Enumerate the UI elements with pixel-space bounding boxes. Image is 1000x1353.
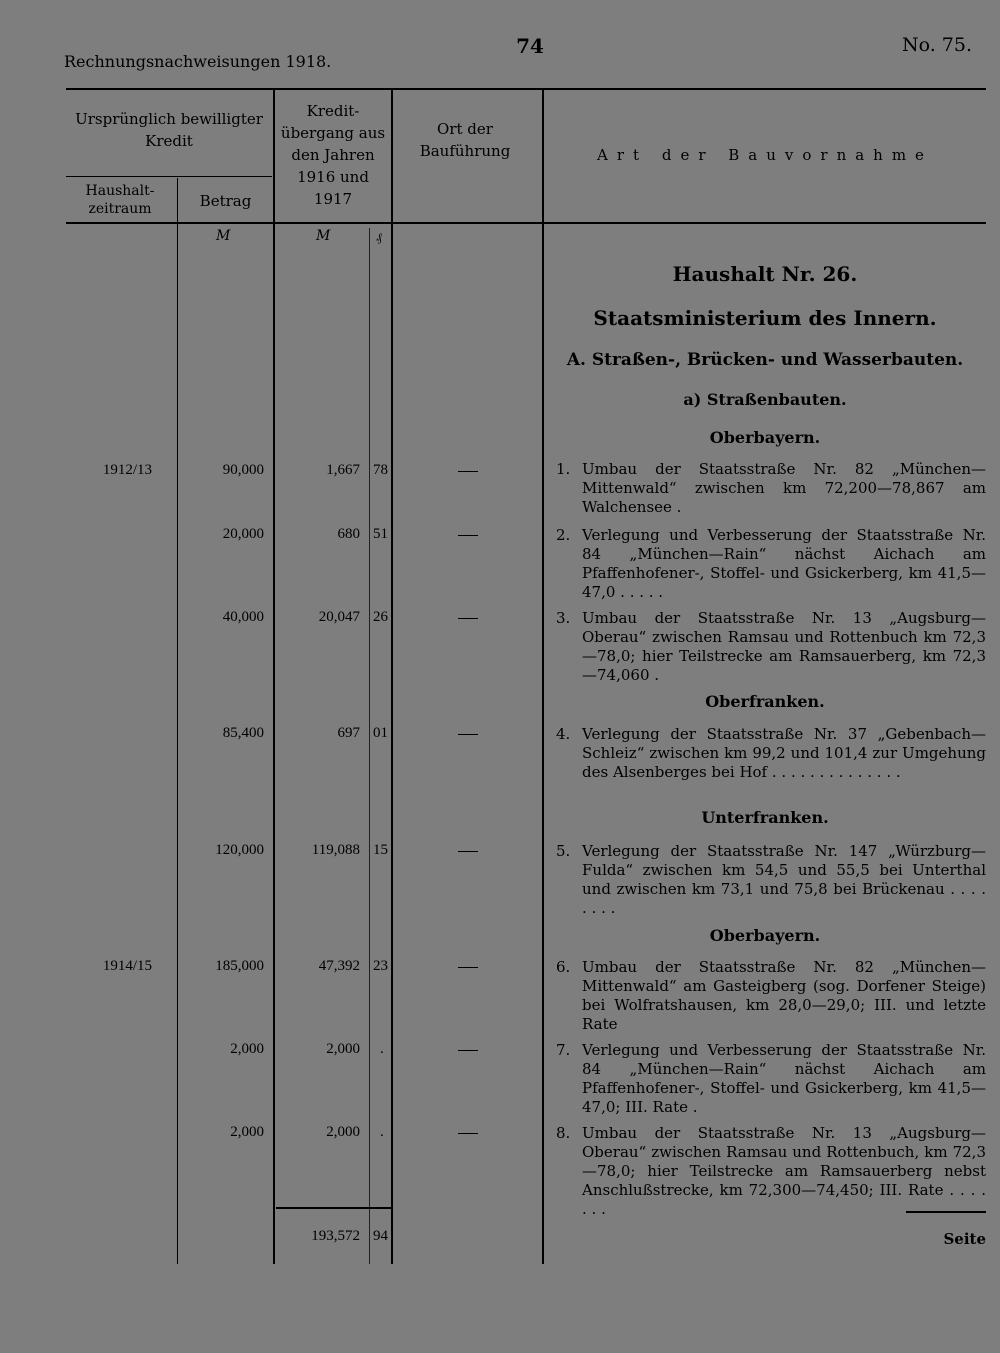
row-6-pfennig: 23 [373, 958, 388, 974]
row-4-text: Verlegung der Staatsstraße Nr. 37 „Gebenbach—Schleiz“ zwischen km 99,2 und 101,4 zur Umgehung des Alsenberges bei Hof . . . . . . . . . . . . . . [582, 725, 986, 781]
row-6-kredit: 47,392 [318, 958, 360, 974]
unit-mark-pf: ₰ [376, 230, 382, 244]
section-strassen-bruecken: A. Straßen-, Brücken- und Wasserbauten. [566, 350, 964, 370]
row-8-kredit: 2,000 [326, 1124, 360, 1140]
row-3-description [556, 609, 986, 685]
row-6-ort-dash [458, 967, 478, 968]
region-heading-unterfranken: Unterfranken. [701, 808, 829, 827]
row-2-text: Verlegung und Verbesserung der Staatsstraße Nr. 84 „München—Rain“ nächst Aichach am Pfaffenhofener-, Stoffel- und Gsickerberg, km 41,5—47,0 . . . . . [582, 526, 986, 601]
document-number: No. 75. [901, 34, 972, 56]
section-haushalt: Haushalt Nr. 26. [672, 262, 858, 286]
row-2-kredit: 680 [337, 526, 360, 542]
header-betrag: Betrag [199, 192, 252, 210]
group-divider-rule [66, 176, 272, 177]
header-haushaltzeitraum: Haushalt-zeitraum [85, 183, 155, 217]
header-kredituebergang: Kredit-übergang aus den Jahren 1916 und 1917 [280, 102, 386, 208]
row-1-ort-dash [458, 471, 478, 472]
row-8-ort-dash [458, 1133, 478, 1134]
section-ministerium: Staatsministerium des Innern. [593, 306, 937, 330]
column-rule-zeitraum [177, 178, 178, 1264]
row-5-pfennig: 15 [373, 842, 388, 858]
row-1-pfennig: 78 [373, 462, 388, 478]
row-2-number: 2. [556, 526, 571, 544]
section-strassenbauten: a) Straßenbauten. [683, 390, 847, 409]
row-8-number: 8. [556, 1124, 571, 1142]
row-7-text: Verlegung und Verbesserung der Staatsstraße Nr. 84 „München—Rain“ nächst Aichach am Pfaffenhofener-, Stoffel- und Gsickerberg, km 41,5—47,0; III. Rate . [582, 1041, 986, 1116]
total-kredit: 193,572 [311, 1228, 360, 1244]
row-3-ort-dash [458, 618, 478, 619]
row-4-pfennig: 01 [373, 725, 388, 741]
catchword: Seite [943, 1230, 986, 1248]
row-6-betrag: 185,000 [215, 958, 264, 974]
row-4-number: 4. [556, 725, 571, 743]
header-art: Art der Bauvornahme [597, 146, 933, 164]
row-7-betrag: 2,000 [230, 1041, 264, 1057]
column-rule-pf [369, 228, 370, 1264]
row-4-kredit: 697 [337, 725, 360, 741]
row-8-betrag: 2,000 [230, 1124, 264, 1140]
row-5-betrag: 120,000 [215, 842, 264, 858]
row-5-kredit: 119,088 [311, 842, 360, 858]
row-6-number: 6. [556, 958, 571, 976]
row-7-kredit: 2,000 [326, 1041, 360, 1057]
column-rule-kredit [391, 88, 393, 1264]
row-1-zeitraum: 1912/13 [102, 462, 152, 478]
row-2-ort-dash [458, 535, 478, 536]
row-8-text: Umbau der Staatsstraße Nr. 13 „Augsburg—Oberau“ zwischen Ramsau und Rottenbuch, km 72,3—78,0; hier Teilstrecke am Ramsauerberg nebst Anschlußstrecke, km 72,300—74,450; III. Rate . . . . . . . [582, 1124, 986, 1218]
row-3-pfennig: 26 [373, 609, 388, 625]
row-4-betrag: 85,400 [222, 725, 264, 741]
total-pfennig: 94 [373, 1228, 388, 1244]
row-1-number: 1. [556, 460, 571, 478]
region-heading-oberfranken: Oberfranken. [705, 692, 825, 711]
row-3-kredit: 20,047 [318, 609, 360, 625]
row-2-pfennig: 51 [373, 526, 388, 542]
row-7-ort-dash [458, 1050, 478, 1051]
row-8-description [556, 1124, 986, 1219]
total-rule [276, 1207, 392, 1209]
row-3-number: 3. [556, 609, 571, 627]
row-1-betrag: 90,000 [222, 462, 264, 478]
row-5-ort-dash [458, 851, 478, 852]
region-heading-oberbayern-2: Oberbayern. [709, 926, 821, 945]
header-bottom-rule [66, 222, 986, 224]
row-5-text: Verlegung der Staatsstraße Nr. 147 „Würzburg—Fulda“ zwischen km 54,5 und 55,5 bei Unterthal und zwischen km 73,1 und 75,8 bei Brückenau . . . . . . . . [582, 842, 986, 917]
row-7-description [556, 1041, 986, 1117]
row-3-betrag: 40,000 [222, 609, 264, 625]
row-1-text: Umbau der Staatsstraße Nr. 82 „München—Mittenwald“ zwischen km 72,200—78,867 am Walchensee . [582, 460, 986, 516]
row-2-betrag: 20,000 [222, 526, 264, 542]
row-4-description [556, 725, 986, 782]
row-8-pfennig: . [380, 1124, 384, 1140]
row-4-ort-dash [458, 734, 478, 735]
unit-mark-kredit: M [316, 228, 331, 244]
row-3-text: Umbau der Staatsstraße Nr. 13 „Augsburg—Oberau“ zwischen Ramsau und Rottenbuch km 72,3—78,0; hier Teilstrecke am Ramsauerberg, km 72,3—74,060 . [582, 609, 986, 684]
row-6-text: Umbau der Staatsstraße Nr. 82 „München—Mittenwald“ am Gasteigberg (sog. Dorfener Steige) bei Wolfratshausen, km 28,0—29,0; III. und letzte Rate [582, 958, 986, 1033]
column-rule-betrag [273, 88, 275, 1264]
row-6-zeitraum: 1914/15 [102, 958, 152, 974]
row-7-pfennig: . [380, 1041, 384, 1057]
table-top-rule [66, 88, 986, 90]
row-5-number: 5. [556, 842, 571, 860]
row-6-description [556, 958, 986, 1034]
page-number: 74 [516, 34, 544, 58]
catchword-rule [906, 1211, 986, 1213]
row-2-description [556, 526, 986, 602]
row-1-kredit: 1,667 [326, 462, 360, 478]
row-5-description [556, 842, 986, 918]
header-group-title: Ursprünglich bewilligter Kredit [75, 110, 263, 150]
region-heading-oberbayern: Oberbayern. [709, 428, 821, 447]
running-header-title: Rechnungsnachweisungen 1918. [64, 52, 332, 71]
unit-mark-betrag: M [216, 228, 231, 244]
row-7-number: 7. [556, 1041, 571, 1059]
row-1-description [556, 460, 986, 517]
header-ort: Ort der Bauführung [419, 120, 511, 160]
